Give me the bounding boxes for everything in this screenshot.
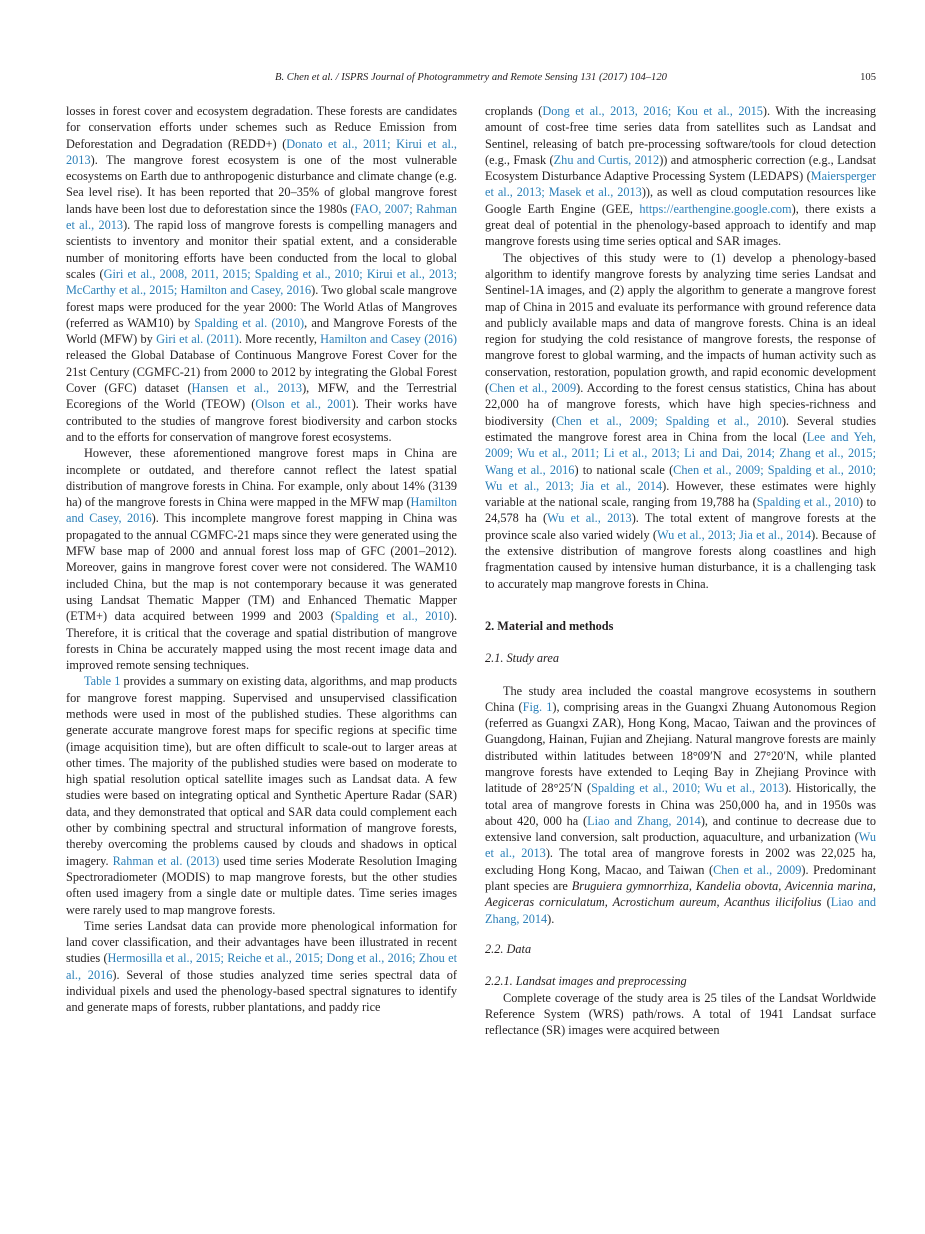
section-heading: 2. Material and methods — [485, 618, 614, 633]
paragraph — [485, 103, 876, 250]
citation-link[interactable]: https://earthengine.google.com — [639, 201, 792, 216]
species-names: Bruguiera gymnorrhiza, Kandelia obovta, Avicennia marina, Aegiceras corniculatum, Acrostichum aureum, Acanthus ilicifolius — [485, 879, 876, 910]
citation-link[interactable]: Hermosilla et al., 2015; Reiche et al., 2015; Dong et al., 2016; Zhou et al., 2016 — [66, 951, 458, 982]
subsection-heading: 2.2. Data — [485, 941, 532, 956]
paragraph — [66, 103, 457, 445]
text-run: ). Historically, the total area of mangrove forests in China was 250,000 ha, and in 1950s was about 420, 000 ha ( — [485, 781, 877, 828]
text-run: Complete coverage of the study area is 25 tiles of the Landsat Worldwide Reference System (WRS) path/rows. A total of 1941 Landsat surface reflectance (SR) images were acquired between — [485, 990, 876, 1038]
text-run: losses in forest cover and ecosystem degradation. These forests are candidates for conservation efforts under schemes such as Reduce Emission from Deforestation and Degradation (REDD+) ( — [66, 104, 457, 151]
text-run: )), as well as cloud computation resources like Google Earth Engine (GEE, — [485, 185, 876, 216]
paragraph — [485, 683, 876, 927]
text-run: . More recently, — [238, 332, 321, 347]
text-run: The study area included the coastal mangrove ecosystems in southern China ( — [485, 683, 876, 714]
citation-link[interactable]: Olson et al., 2001 — [255, 397, 352, 412]
running-head — [66, 72, 876, 83]
text-run: ), MFW, and the Terrestrial Ecoregions of the World (TEOW) ( — [66, 381, 458, 412]
text-run: ). However, these estimates were highly variable at the national scale, ranging from 19,788 ha ( — [485, 478, 876, 510]
text-run: Time series Landsat data can provide more phenological information for land cover classification, and their advantages have been illustrated in recent studies ( — [66, 918, 457, 966]
text-run: ), comprising areas in the Guangxi Zhuang Autonomous Region (referred as Guangxi ZAR), Hong Kong, Macao, Taiwan and the provinces of Guangdong, Hainan, Fujian and Zhejiang. Natural mangrove forests are mainly distributed within latitudes between 18°09′N and 27°20′N, while planted mangrove forests have extended to Leqing Bay in Zhejiang Province with latitude of 28°25′N ( — [485, 699, 877, 796]
text-run: used time series Moderate Resolution Imaging Spectroradiometer (MODIS) to map mangrove forests, but the other studies often used imagery from a single date or multiple dates. Time series images were rarely used to map mangrove forests. — [66, 853, 457, 917]
text-run: ), there exists a great deal of potential in the phenology-based approach to identify and map mangrove forests using time series optical and SAR images. — [485, 201, 877, 249]
paragraph — [485, 990, 876, 1039]
text-run: ). Therefore, it is critical that the coverage and spatial distribution of mangrove forests in China be accurately mapped using the most recent image data and improved remote sensing techniques. — [66, 609, 458, 673]
citation-link[interactable]: Dong et al., 2013, 2016; Kou et al., 2015 — [542, 104, 763, 118]
text-run: ) to national scale ( — [574, 462, 674, 477]
text-run: ). The mangrove forest ecosystem is one of the most vulnerable ecosystems on Earth due to anthropogenic disturbance and climate change (e.g. Sea level rise). It has been reported that 20–35% of global mangrove forest lands have been lost due to deforestation since the 1980s ( — [66, 152, 457, 216]
subsubsection-heading: 2.2.1. Landsat images and preprocessing — [485, 974, 687, 989]
text-run: ). This incomplete mangrove forest mapping in China was propagated to the annual CGMFC-21 maps since they were generated using the MFW base map of 2000 and annual forest loss map of GFC (2001–2012). Moreover, gains in mangrove forest cover were not considered. The WAM10 included China, but the map is not contemporary because it was generated using Landsat Thematic Mapper (TM) and Enhanced Thematic Mapper (ETM+) data acquired between 1999 and 2003 ( — [66, 511, 458, 624]
text-run: ). The total area of mangrove forests in 2002 was 22,025 ha, excluding Hong Kong, Macao, and Taiwan ( — [485, 846, 877, 877]
text-run: ). Predominant plant species are — [485, 862, 876, 894]
citation-link[interactable]: Spalding et al., 2010; Wu et al., 2013 — [591, 781, 785, 796]
citation-link[interactable]: Fig. 1 — [522, 699, 553, 714]
text-run: ). Because of the extensive distribution of mangrove forests along coastlines and high fragmentation caused by intensive human disturbance, it is a challenging task to accurately map mangrove forests in China. — [485, 527, 877, 591]
citation-link[interactable]: Giri et al. (2011) — [156, 332, 239, 347]
citation-link[interactable]: Giri et al., 2008, 2011, 2015; Spalding et al., 2010; Kirui et al., 2013; McCarthy et al., 2015; Hamilton and Casey, 2016 — [66, 266, 457, 298]
citation-link[interactable]: Chen et al., 2009; Spalding et al., 2010 — [555, 413, 782, 428]
citation-link[interactable]: Liao and Zhang, 2014 — [485, 895, 876, 926]
text-run: provides a summary on existing data, algorithms, and map products for mangrove forest mapping. Supervised and unsupervised classification methods were used in most of the published studies. These algorithms can generate accurate mangrove forest maps for specific regions at specific time (image acquisition time), but are often difficult to scale-out to larger areas at other times. The majority of the published studies were based on moderate to high spatial resolution optical satellite images such as Landsat data. A few studies were based on integrating optical and Synthetic Aperture Radar (SAR) data, and they demonstrated that optical and SAR data could complement each other by combining spectral and structural information of mangrove forests, thereby overcoming the problems caused by clouds and shadows in optical imagery. — [66, 674, 457, 868]
subsection-heading: 2.1. Study area — [485, 651, 559, 666]
citation-link[interactable]: Wu et al., 2013 — [547, 511, 632, 526]
citation-link[interactable]: Wu et al., 2013 — [485, 830, 876, 861]
paragraph — [485, 250, 876, 592]
paragraph — [66, 445, 457, 673]
left-column — [66, 103, 457, 1016]
citation-link[interactable]: Wu et al., 2013; Jia et al., 2014 — [656, 527, 812, 542]
citation-link[interactable]: Rahman et al. (2013) — [112, 853, 220, 868]
paragraph — [66, 918, 457, 1016]
text-run: ). Several of those studies analyzed time series spectral data of individual pixels and used the phenology-based spectral signatures to identify and generate maps of forests, rubber plantations, and paddy rice — [66, 967, 457, 1015]
text-run: ). With the increasing amount of cost-free time series data from satellites such as Landsat and Sentinel, releasing of batch pre-processing software/tools for cloud detection (e.g., Fmask ( — [485, 104, 876, 167]
text-run: ) to 24,578 ha ( — [485, 495, 877, 526]
right-column — [485, 103, 876, 1038]
text-run: ). Two global scale mangrove forest maps were produced for the year 2000: The World Atlas of Mangroves (referred as WAM10) by — [66, 283, 457, 330]
citation-link[interactable]: Hamilton and Casey (2016) — [320, 332, 457, 347]
citation-link[interactable]: Chen et al., 2009 — [489, 381, 577, 396]
text-run: )) and atmospheric correction (e.g., Landsat Ecosystem Disturbance Adaptive Processing System (LEDAPS) ( — [485, 152, 877, 184]
paragraph — [66, 673, 457, 917]
text-run: ). — [547, 911, 555, 926]
text-run: released the Global Database of Continuous Mangrove Forest Cover for the 21st Century (CGMFC-21) from 2000 to 2012 by integrating the Global Forest Cover (GFC) dataset ( — [66, 348, 457, 396]
citation-link[interactable]: Chen et al., 2009; Spalding et al., 2010; Wu et al., 2013; Jia et al., 2014 — [485, 462, 877, 493]
text-run: , and Mangrove Forests of the World (MFW) by — [66, 315, 457, 347]
text-run: croplands ( — [485, 104, 543, 118]
text-run: ( — [821, 895, 831, 910]
text-run: ). According to the forest census statistics, China has about 22,000 ha of mangrove forests, which have high species-richness and biodiversity ( — [485, 381, 877, 428]
text-run: ). The total extent of mangrove forests at the province scale also varied widely ( — [485, 511, 877, 542]
citation-link[interactable]: Lee and Yeh, 2009; Wu et al., 2011; Li et al., 2013; Li and Dai, 2014; Zhang et al., 2015; Wang et al., 2016 — [485, 429, 876, 477]
citation-link[interactable]: Hamilton and Casey, 2016 — [66, 495, 457, 526]
text-run: However, these aforementioned mangrove forest maps in China are incomplete or outdated, and therefore cannot reflect the latest spatial distribution of mangrove forests in China. For example, only about 14% (3139 ha) of the mangrove forests in China were mapped in the MFW map ( — [66, 446, 457, 510]
citation-link[interactable]: Chen et al., 2009 — [713, 862, 802, 877]
page-number: 105 — [860, 72, 876, 83]
citation-link[interactable]: FAO, 2007; Rahman et al., 2013 — [66, 201, 457, 233]
citation-link[interactable]: Maiersperger et al., 2013; Masek et al., 2013 — [485, 169, 876, 200]
citation-link[interactable]: Spalding et al., 2010 — [334, 609, 450, 624]
text-run: ). Several studies estimated the mangrove forest area in China from the local ( — [485, 413, 876, 444]
text-run: ), and continue to decrease due to extensive land conversion, salt production, aquaculture, and urbanization ( — [485, 813, 876, 845]
citation-link[interactable]: Zhu and Curtis, 2012 — [553, 152, 660, 167]
running-head-text: B. Chen et al. / ISPRS Journal of Photogrammetry and Remote Sensing 131 (2017) 104–120 — [275, 72, 667, 83]
citation-link[interactable]: Donato et al., 2011; Kirui et al., 2013 — [66, 136, 458, 167]
citation-link[interactable]: Liao and Zhang, 2014 — [587, 813, 701, 828]
citation-link[interactable]: Table 1 — [84, 674, 121, 689]
citation-link[interactable]: Hansen et al., 2013 — [191, 381, 303, 396]
citation-link[interactable]: Spalding et al., 2010 — [756, 495, 860, 510]
text-run: The objectives of this study were to (1) develop a phenology-based algorithm to identify mangrove forests by analyzing time series Landsat and Sentinel-1A images, and (2) apply the algorithm to generate a mangrove forest map of China in 2015 and evaluate its performance with ground reference data and publicly available maps and data of mangrove forests. China is an ideal region for studying the cold resistance of mangrove forests, the response of mangrove forest to global warming, and the impacts of human activity such as conservation, restoration, population growth, and rapid economic development ( — [485, 250, 876, 396]
citation-link[interactable]: Spalding et al. (2010) — [194, 315, 305, 330]
text-run: ). The rapid loss of mangrove forests is compelling managers and scientists to inventory and monitor their spatial extent, and a considerable number of monitoring efforts have been conducted from the local to global scales ( — [66, 218, 458, 281]
text-run: ). Their works have contributed to the studies of mangrove forest biodiversity and carbon stocks and to the efforts for conservation of mangrove forest ecosystems. — [66, 397, 457, 444]
